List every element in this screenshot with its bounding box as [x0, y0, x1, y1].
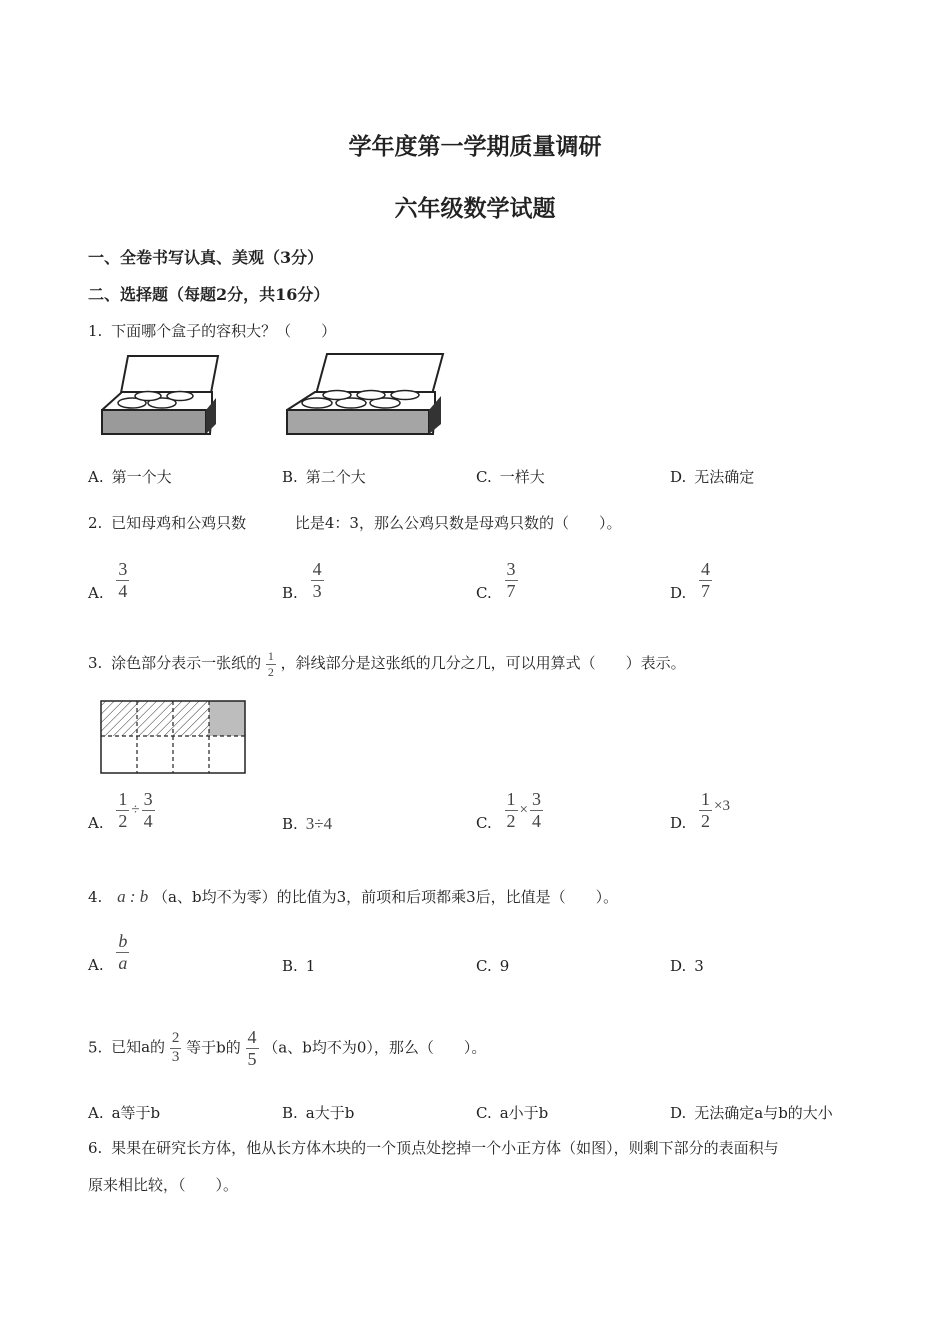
option-label: A.: [88, 468, 104, 486]
fraction-half: [266, 650, 276, 678]
option-label: D.: [670, 468, 687, 486]
option-text: 第一个大: [111, 468, 172, 486]
numerator: 3: [143, 789, 153, 809]
q4-option-a[interactable]: [88, 932, 129, 974]
question-6: [88, 1137, 779, 1158]
question-text-cont: 等于b的: [186, 1038, 241, 1057]
question-text: 下面哪个盒子的容积大？（ ）: [111, 322, 337, 340]
question-text-end: （a、b均不为0），那么（ ）。: [263, 1038, 487, 1057]
operator: ÷: [131, 801, 140, 818]
operator: ×3: [714, 798, 731, 815]
fraction: [505, 790, 518, 831]
question-5: [88, 1028, 486, 1069]
denominator: 3: [171, 1048, 180, 1065]
numerator: 1: [267, 649, 274, 663]
q2-option-b[interactable]: [282, 560, 324, 602]
q1-option-a[interactable]: [88, 466, 172, 487]
q4-option-d[interactable]: [670, 957, 704, 975]
option-label: B.: [282, 815, 298, 833]
option-text: 3: [694, 957, 704, 975]
denominator: 4: [143, 810, 153, 831]
numerator: b: [118, 931, 128, 951]
question-text: （a、b均不为零）的比值为3，前项和后项都乘3后，比值是（ ）。: [153, 888, 619, 906]
option-label: A.: [88, 1104, 104, 1122]
option-label: C.: [476, 584, 492, 603]
question-text: 已知母鸡和公鸡只数: [111, 514, 247, 532]
page-subtitle: 六年级数学试题: [394, 195, 556, 222]
option-label: B.: [282, 1104, 298, 1122]
option-label: C.: [476, 468, 492, 486]
option-label: C.: [476, 1104, 492, 1122]
denominator: 2: [506, 810, 516, 831]
option-label: B.: [282, 584, 298, 603]
option-text: a等于b: [111, 1104, 161, 1122]
numerator: 3: [118, 559, 128, 579]
q1-option-c[interactable]: [476, 466, 545, 487]
numerator: 1: [701, 789, 711, 809]
fraction: [311, 560, 324, 601]
option-text: 3÷4: [305, 814, 333, 833]
denominator: a: [118, 952, 128, 973]
question-6-line-2: 原来相比较，（ ）。: [88, 1176, 239, 1194]
option-text: 第二个大: [305, 468, 366, 486]
question-3: [88, 650, 686, 678]
option-label: D.: [670, 957, 687, 975]
fraction: [246, 1028, 259, 1069]
q2-option-a[interactable]: [88, 560, 129, 602]
numerator: 4: [312, 559, 322, 579]
question-number: 3.: [88, 654, 103, 673]
fraction: [116, 932, 129, 973]
q1-option-b[interactable]: [282, 466, 366, 487]
option-label: A.: [88, 814, 104, 833]
option-label: C.: [476, 814, 492, 833]
q5-option-c[interactable]: [476, 1102, 548, 1123]
option-label: C.: [476, 957, 492, 975]
option-text: 无法确定a与b的大小: [694, 1104, 833, 1122]
denominator: 7: [506, 580, 516, 601]
question-text: 果果在研究长方体，他从长方体木块的一个顶点处挖掉一个小正方体（如图），则剩下部分的表面积与: [111, 1139, 779, 1157]
numerator: 3: [531, 789, 541, 809]
q5-option-d[interactable]: [670, 1102, 833, 1123]
numerator: 4: [701, 559, 711, 579]
option-text: 1: [305, 957, 316, 975]
denominator: 2: [701, 810, 711, 831]
denominator: 4: [118, 580, 128, 601]
q4-option-c[interactable]: [476, 957, 509, 975]
page-title: 学年度第一学期质量调研: [348, 133, 602, 160]
option-label: B.: [282, 957, 298, 975]
question-1: [88, 320, 336, 341]
shaded-grid-figure: [99, 699, 247, 775]
numerator: 1: [506, 789, 516, 809]
option-text: 一样大: [499, 468, 545, 486]
fraction: [142, 790, 155, 831]
numerator: 4: [247, 1027, 257, 1047]
section-heading-2: 二、选择题（每题2分，共16分）: [88, 285, 330, 304]
denominator: 2: [267, 664, 274, 679]
question-number: 5.: [88, 1038, 103, 1057]
question-text: 已知a的: [111, 1038, 166, 1057]
question-number: 2.: [88, 514, 103, 532]
denominator: 3: [312, 580, 322, 601]
box-image-2: [285, 350, 447, 438]
q2-option-d[interactable]: [670, 560, 712, 602]
denominator: 7: [701, 580, 711, 601]
option-label: A.: [88, 956, 104, 975]
numerator: 1: [118, 789, 128, 809]
q5-option-a[interactable]: [88, 1102, 160, 1123]
option-label: D.: [670, 814, 687, 833]
question-text-cont: ，斜线部分是这张纸的几分之几，可以用算式（ ）表示。: [280, 654, 686, 673]
q3-option-c[interactable]: [476, 790, 543, 832]
denominator: 4: [531, 810, 541, 831]
fraction: [116, 790, 129, 831]
fraction: [699, 560, 712, 601]
q3-option-d[interactable]: [670, 790, 732, 832]
box-image-1: [100, 352, 222, 438]
section-heading-1: 一、全卷书写认真、美观（3分）: [88, 248, 324, 267]
numerator: 3: [506, 559, 516, 579]
option-text: 9: [499, 957, 510, 975]
numerator: 2: [171, 1030, 180, 1047]
denominator: 2: [118, 810, 128, 831]
q5-option-b[interactable]: [282, 1102, 354, 1123]
fraction: [116, 560, 129, 601]
fraction: [530, 790, 543, 831]
question-number: 1.: [88, 322, 103, 340]
operator: ×: [519, 801, 528, 818]
question-number: 4.: [88, 888, 103, 906]
question-2: [88, 512, 621, 533]
q4-option-b[interactable]: [282, 957, 315, 975]
q1-option-d[interactable]: [670, 466, 754, 487]
option-text: a大于b: [305, 1104, 355, 1122]
q3-option-a[interactable]: [88, 790, 155, 832]
fraction: [505, 560, 518, 601]
option-text: 无法确定: [694, 468, 755, 486]
ratio-expression: a : b: [117, 887, 149, 906]
question-text: 涂色部分表示一张纸的: [111, 654, 262, 673]
denominator: 5: [247, 1048, 257, 1069]
option-label: A.: [88, 584, 104, 603]
option-text: a小于b: [499, 1104, 549, 1122]
question-number: 6.: [88, 1139, 103, 1157]
option-label: D.: [670, 584, 687, 603]
fraction: [699, 790, 712, 831]
q3-option-b[interactable]: [282, 814, 332, 834]
fraction: [170, 1031, 182, 1066]
q2-option-c[interactable]: [476, 560, 518, 602]
option-label: B.: [282, 468, 298, 486]
question-text-cont: 比是4：3，那么公鸡只数是母鸡只数的（ ）。: [294, 514, 622, 532]
option-label: D.: [670, 1104, 687, 1122]
question-4: [88, 886, 618, 907]
